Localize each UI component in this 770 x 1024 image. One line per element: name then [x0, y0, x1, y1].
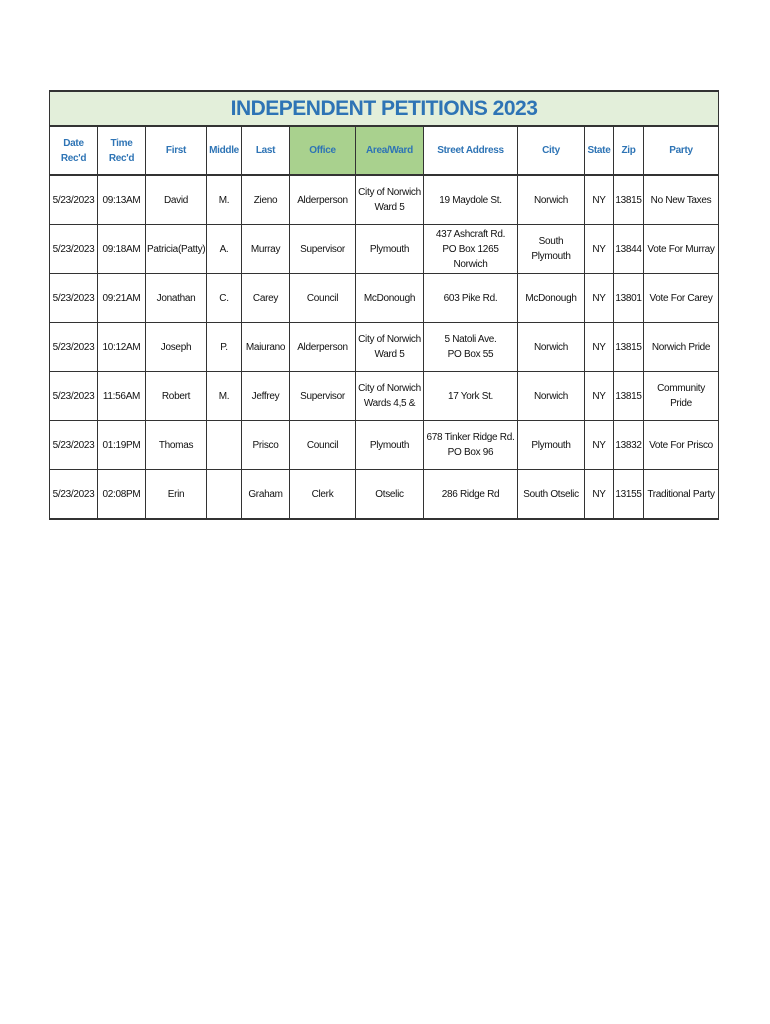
cell-state: NY [585, 225, 614, 274]
col-header-last: Last [242, 126, 290, 175]
cell-street-address [424, 372, 518, 421]
address-line-1: 678 Tinker Ridge Rd. [426, 432, 515, 443]
area-line-1: City of Norwich [358, 383, 421, 394]
cell-time: 10:12AM [98, 323, 146, 372]
cell-area-ward [356, 274, 424, 323]
cell-first: Erin [146, 470, 207, 520]
cell-city: Plymouth [518, 421, 585, 470]
table-row [50, 470, 719, 520]
cell-area-ward [356, 372, 424, 421]
cell-date: 5/23/2023 [50, 274, 98, 323]
cell-office: Supervisor [290, 225, 356, 274]
cell-zip: 13155 [614, 470, 644, 520]
cell-middle: M. [207, 175, 242, 225]
area-line-2: Ward 5 [374, 349, 405, 360]
area-line-2: Ward 5 [374, 202, 405, 213]
cell-date: 5/23/2023 [50, 470, 98, 520]
cell-middle: C. [207, 274, 242, 323]
col-header-party: Party [644, 126, 719, 175]
cell-street-address [424, 470, 518, 520]
cell-middle: M. [207, 372, 242, 421]
cell-state: NY [585, 274, 614, 323]
col-header-zip: Zip [614, 126, 644, 175]
address-line-1: 603 Pike Rd. [443, 292, 498, 304]
cell-area-ward [356, 323, 424, 372]
cell-street-address [424, 421, 518, 470]
cell-zip: 13844 [614, 225, 644, 274]
col-header-city: City [518, 126, 585, 175]
cell-street-address [424, 323, 518, 372]
cell-last: Zieno [242, 175, 290, 225]
cell-date: 5/23/2023 [50, 372, 98, 421]
cell-zip: 13815 [614, 175, 644, 225]
cell-zip: 13801 [614, 274, 644, 323]
cell-street-address [424, 175, 518, 225]
cell-office: Council [290, 274, 356, 323]
cell-party: Vote For Prisco [644, 421, 719, 470]
cell-last: Maiurano [242, 323, 290, 372]
cell-street-address [424, 274, 518, 323]
area-line-1: City of Norwich [358, 187, 421, 198]
cell-time: 02:08PM [98, 470, 146, 520]
petitions-sheet [49, 90, 718, 520]
cell-time: 09:18AM [98, 225, 146, 274]
cell-city: South Otselic [518, 470, 585, 520]
col-header-middle: Middle [207, 126, 242, 175]
table-row [50, 175, 719, 225]
cell-last: Carey [242, 274, 290, 323]
cell-date: 5/23/2023 [50, 175, 98, 225]
cell-zip: 13815 [614, 372, 644, 421]
cell-area-ward [356, 225, 424, 274]
cell-office: Supervisor [290, 372, 356, 421]
cell-first: Joseph [146, 323, 207, 372]
cell-office: Clerk [290, 470, 356, 520]
cell-middle [207, 470, 242, 520]
cell-first: Patricia(Patty) [146, 225, 207, 274]
sheet-title: INDEPENDENT PETITIONS 2023 [50, 91, 719, 126]
col-header-date: Date Rec'd [50, 126, 98, 175]
cell-area-ward [356, 470, 424, 520]
cell-time: 01:19PM [98, 421, 146, 470]
area-line-1: McDonough [363, 292, 416, 304]
cell-date: 5/23/2023 [50, 225, 98, 274]
cell-party: Norwich Pride [644, 323, 719, 372]
cell-office: Alderperson [290, 175, 356, 225]
col-header-area-ward: Area/Ward [356, 126, 424, 175]
cell-area-ward [356, 175, 424, 225]
cell-area-ward [356, 421, 424, 470]
cell-party: No New Taxes [644, 175, 719, 225]
col-header-state: State [585, 126, 614, 175]
cell-date: 5/23/2023 [50, 421, 98, 470]
cell-first: Robert [146, 372, 207, 421]
area-line-1: Otselic [375, 488, 404, 500]
cell-first: Thomas [146, 421, 207, 470]
cell-state: NY [585, 421, 614, 470]
table-row [50, 323, 719, 372]
cell-city: Norwich [518, 323, 585, 372]
cell-city: South Plymouth [518, 225, 585, 274]
cell-party: Community Pride [644, 372, 719, 421]
address-line-1: 437 Ashcraft Rd. [435, 228, 506, 240]
cell-zip: 13832 [614, 421, 644, 470]
cell-last: Graham [242, 470, 290, 520]
cell-party: Vote For Murray [644, 225, 719, 274]
area-line-1: Plymouth [369, 243, 410, 255]
table-row [50, 274, 719, 323]
col-header-time: Time Rec'd [98, 126, 146, 175]
address-line-1: 17 York St. [447, 390, 494, 402]
area-line-1: City of Norwich [358, 334, 421, 345]
cell-city: McDonough [518, 274, 585, 323]
table-row [50, 225, 719, 274]
cell-party: Traditional Party [644, 470, 719, 520]
cell-last: Murray [242, 225, 290, 274]
address-line-1: 5 Natoli Ave. [444, 334, 497, 345]
address-line-2: PO Box 1265 Norwich [442, 243, 499, 270]
cell-last: Prisco [242, 421, 290, 470]
cell-time: 09:13AM [98, 175, 146, 225]
cell-time: 09:21AM [98, 274, 146, 323]
cell-first: Jonathan [146, 274, 207, 323]
cell-state: NY [585, 323, 614, 372]
cell-middle: A. [207, 225, 242, 274]
cell-office: Council [290, 421, 356, 470]
cell-party: Vote For Carey [644, 274, 719, 323]
column-header-row [50, 126, 719, 175]
cell-middle [207, 421, 242, 470]
col-header-office: Office [290, 126, 356, 175]
cell-zip: 13815 [614, 323, 644, 372]
cell-state: NY [585, 372, 614, 421]
cell-date: 5/23/2023 [50, 323, 98, 372]
cell-last: Jeffrey [242, 372, 290, 421]
address-line-2: PO Box 96 [447, 447, 494, 458]
cell-state: NY [585, 470, 614, 520]
cell-state: NY [585, 175, 614, 225]
cell-first: David [146, 175, 207, 225]
col-header-first: First [146, 126, 207, 175]
cell-street-address [424, 225, 518, 274]
table-row [50, 421, 719, 470]
cell-time: 11:56AM [98, 372, 146, 421]
petitions-table [49, 90, 719, 520]
col-header-street-address: Street Address [424, 126, 518, 175]
cell-office: Alderperson [290, 323, 356, 372]
cell-middle: P. [207, 323, 242, 372]
cell-city: Norwich [518, 175, 585, 225]
cell-city: Norwich [518, 372, 585, 421]
address-line-2: PO Box 55 [447, 349, 494, 360]
address-line-1: 286 Ridge Rd [441, 488, 500, 500]
area-line-2: Wards 4,5 & [363, 398, 416, 409]
area-line-1: Plymouth [369, 439, 410, 451]
table-row [50, 372, 719, 421]
address-line-1: 19 Maydole St. [439, 194, 502, 206]
